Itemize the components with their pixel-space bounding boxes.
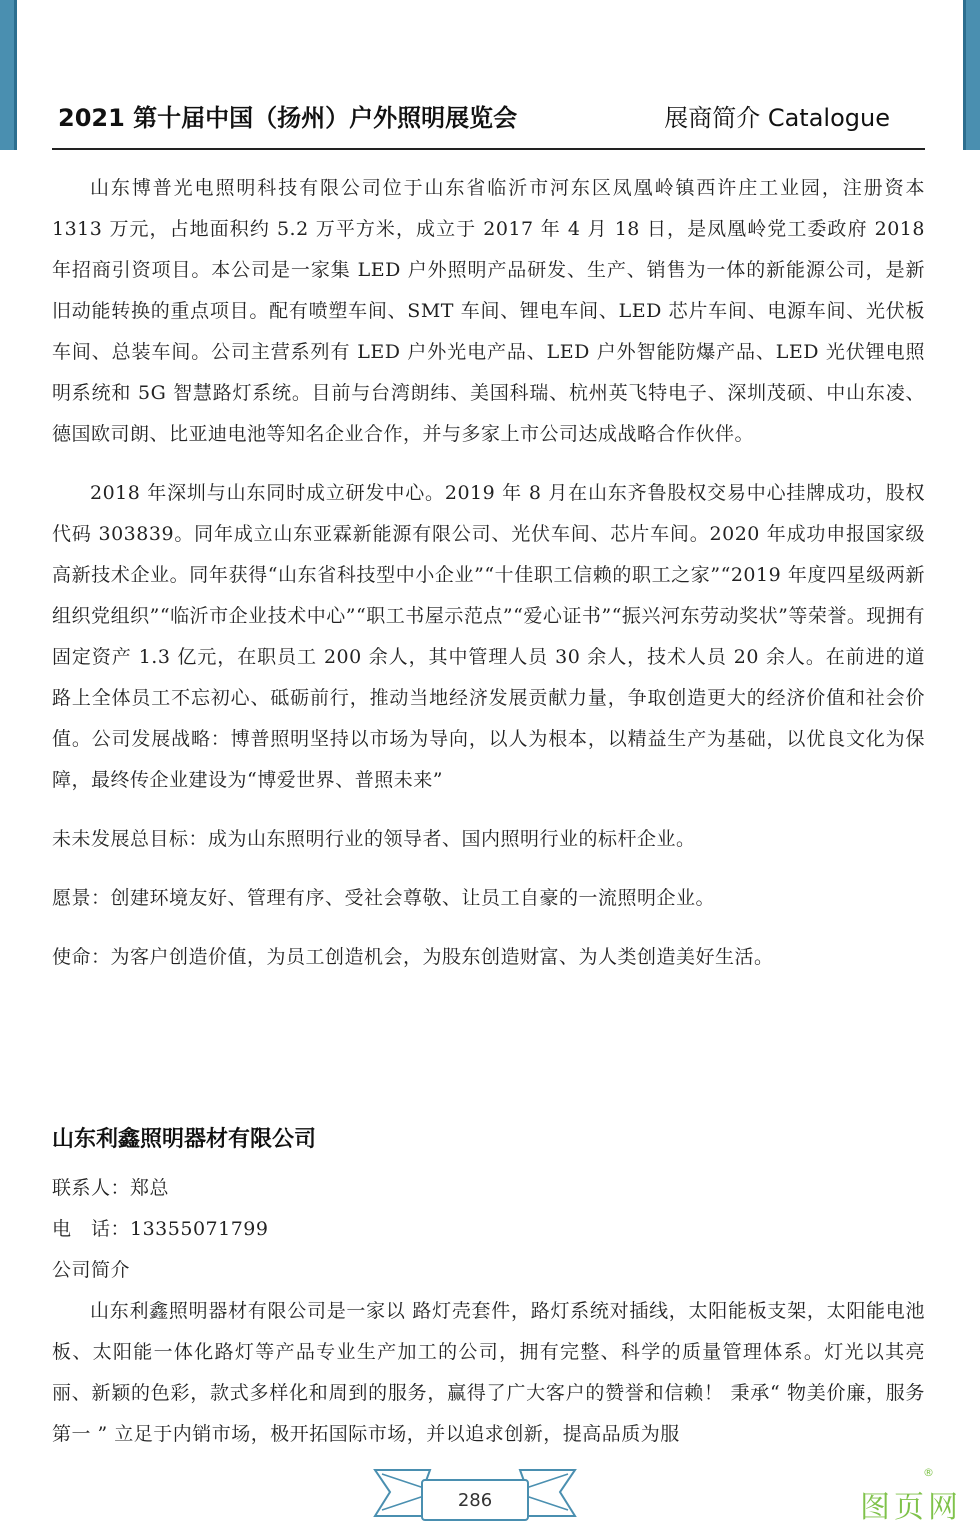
company2-name: 山东利鑫照明器材有限公司 [52,1127,317,1152]
company1-goal: 未未发展总目标：成为山东照明行业的领导者、国内照明行业的标杆企业。 [52,828,696,850]
company2-phone: 电 话：13355071799 [52,1218,269,1240]
company2-section [52,1168,925,1455]
company2-intro-label: 公司简介 [52,1259,131,1281]
company1-mission: 使命：为客户创造价值，为员工创造机会，为股东创造财富、为人类创造美好生活。 [52,946,774,968]
company1-paragraph-2: 2018 年深圳与山东同时成立研发中心。2019 年 8 月在山东齐鲁股权交易中心挂牌成功，股权代码 303839。同年成立山东亚霖新能源有限公司、光伏车间、芯片车间。2020 年成功申报国家级高新技术企业。同年获得“山东省科技型中小企业”“十佳职工信赖的职工之家”“2019 年度四星级两新组织党组织”“临沂市企业技术中心”“职工书屋示范点”“爱心证书”“振兴河东劳动奖状”等荣誉。现拥有固定资产 1.3 亿元，在职员工 200 余人，其中管理人员 30 余人，技术人员 20 余人。在前进的道路上全体员工不忘初心、砥砺前行，推动当地经济发展贡献力量，争取创造更大的经济价值和社会价值。公司发展战略：博普照明坚持以市场为导向，以人为根本，以精益生产为基础，以优良文化为保障，最终传企业建设为“博爱世界、普照未来” [52,482,925,791]
company1-section [52,168,925,978]
left-edge-tab [0,0,17,150]
page-number: 286 [457,1490,493,1511]
catalogue-label: 展商简介 Catalogue [664,104,890,132]
company2-contact: 联系人：郑总 [52,1177,170,1199]
page-title: 2021 第十届中国（扬州）户外照明展览会 [58,104,518,132]
right-edge-tab [963,0,980,150]
company2-intro: 山东利鑫照明器材有限公司是一家以 路灯壳套件，路灯系统对插线，太阳能板支架，太阳能电池板、太阳能一体化路灯等产品专业生产加工的公司，拥有完整、科学的质量管理体系。灯光以其亮丽、新颖的色彩，款式多样化和周到的服务，赢得了广大客户的赞誉和信赖！ 秉承“ 物美价廉，服务第一 ” 立足于内销市场，极开拓国际市场，并以追求创新，提高品质为服 [52,1300,925,1445]
watermark-logo: 图页网 [860,1490,962,1525]
company1-vision: 愿景：创建环境友好、管理有序、受社会尊敬、让员工自豪的一流照明企业。 [52,887,716,909]
page-header [58,98,920,134]
watermark-registered-mark: ® [923,1466,934,1479]
header-divider [52,148,925,150]
company1-paragraph-1: 山东博普光电照明科技有限公司位于山东省临沂市河东区凤凰岭镇西许庄工业园，注册资本 1313 万元，占地面积约 5.2 万平方米，成立于 2017 年 4 月 18 日，是凤凰岭党工委政府 2018 年招商引资项目。本公司是一家集 LED 户外照明产品研发、生产、销售为一体的新能源公司，是新旧动能转换的重点项目。配有喷塑车间、SMT 车间、锂电车间、LED 芯片车间、电源车间、光伏板车间、总装车间。公司主营系列有 LED 户外光电产品、LED 户外智能防爆产品、LED 光伏锂电照明系统和 5G 智慧路灯系统。目前与台湾朗纬、美国科瑞、杭州英飞特电子、深圳茂硕、中山东凌、德国欧司朗、比亚迪电池等知名企业合作，并与多家上市公司达成战略合作伙伴。 [52,177,925,445]
page-footer [370,1462,580,1522]
